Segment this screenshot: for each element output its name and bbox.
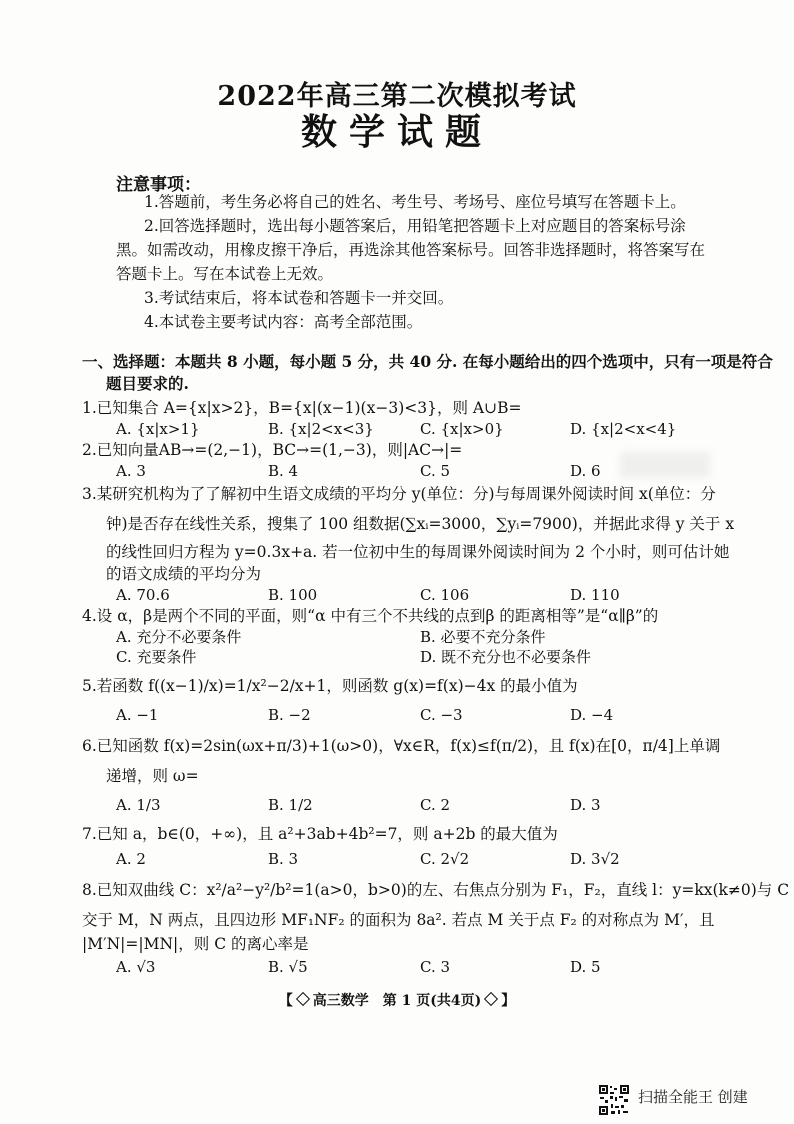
question-8: 8.已知双曲线 C：x²/a²−y²/b²=1(a>0，b>0)的左、右焦点分别为 F₁，F₂，直线 l：y=kx(k≠0)与 C [82, 881, 790, 899]
scan-smudge [620, 452, 710, 478]
option-a: A. −1 [116, 706, 159, 724]
question-7: 7.已知 a，b∈(0，+∞)，且 a²+3ab+4b²=7，则 a+2b 的最大值为 [82, 825, 558, 843]
option-d: D. 110 [570, 586, 620, 604]
footer-text: 高三数学 第 1 页(共4页) [312, 993, 482, 1009]
option-d: D. 5 [570, 958, 601, 976]
option-b: B. 3 [268, 850, 299, 868]
option-a: A. 充分不必要条件 [116, 628, 242, 646]
notice-line: 2.回答选择题时，选出每小题答案后，用铅笔把答题卡上对应题目的答案标号涂 [144, 217, 686, 235]
option-c: C. 5 [420, 462, 451, 480]
notice-line: 4.本试卷主要考试内容：高考全部范围。 [144, 313, 423, 331]
option-a: A. 1/3 [116, 796, 161, 814]
question-1: 1.已知集合 A={x|x>2}，B={x|(x−1)(x−3)<3}，则 A∪B= [82, 399, 522, 417]
exam-title: 2022年高三第二次模拟考试 [217, 81, 577, 112]
question-3-line: 的线性回归方程为 y=0.3x+a. 若一位初中生的每周课外阅读时间为 2 个小时，则可估计她 [106, 543, 730, 561]
question-8-line: |M′N|=|MN|，则 C 的离心率是 [82, 935, 309, 953]
question-4: 4.设 α，β是两个不同的平面，则“α 中有三个不共线的点到β 的距离相等”是“α∥β”的 [82, 607, 659, 625]
option-a: A. 70.6 [116, 586, 170, 604]
question-2: 2.已知向量AB→=(2,−1)，BC→=(1,−3)，则|AC→|= [82, 441, 463, 459]
question-3-line: 的语文成绩的平均分为 [106, 565, 262, 583]
option-b: B. {x|2<x<3} [268, 420, 374, 438]
diamond-icon [296, 992, 310, 1006]
option-c: C. −3 [420, 706, 463, 724]
option-a: A. {x|x>1} [116, 420, 200, 438]
notice-line: 黑。如需改动，用橡皮擦干净后，再选涂其他答案标号。回答非选择题时，将答案写在 [116, 241, 706, 259]
option-c: C. 充要条件 [116, 648, 197, 666]
option-b: B. 100 [268, 586, 318, 604]
option-d: D. 6 [570, 462, 601, 480]
option-b: B. 必要不充分条件 [420, 628, 546, 646]
option-b: B. 4 [268, 462, 299, 480]
option-c: C. {x|x>0} [420, 420, 504, 438]
option-a: A. 2 [116, 850, 146, 868]
option-b: B. 1/2 [268, 796, 313, 814]
option-d: D. 既不充分也不必要条件 [420, 648, 592, 666]
diamond-icon [484, 992, 498, 1006]
option-b: B. −2 [268, 706, 311, 724]
option-c: C. 2√2 [420, 850, 470, 868]
qr-code-icon [598, 1084, 630, 1116]
option-d: D. 3 [570, 796, 601, 814]
page-footer: 【 高三数学 第 1 页(共4页) 】 [278, 993, 516, 1009]
option-d: D. −4 [570, 706, 614, 724]
option-a: A. 3 [116, 462, 146, 480]
question-8-line: 交于 M，N 两点，且四边形 MF₁NF₂ 的面积为 8a². 若点 M 关于点 F₂ 的对称点为 M′，且 [82, 911, 715, 929]
notice-line: 答题卡上。写在本试卷上无效。 [116, 265, 334, 283]
section-heading-cont: 题目要求的. [106, 374, 189, 393]
option-b: B. √5 [268, 958, 308, 976]
scanner-watermark: 扫描全能王 创建 [638, 1088, 748, 1106]
option-d: D. 3√2 [570, 850, 620, 868]
question-3-line: 钟)是否存在线性关系，搜集了 100 组数据(∑xᵢ=3000，∑yᵢ=7900)，并据此求得 y 关于 x [106, 515, 735, 533]
option-d: D. {x|2<x<4} [570, 420, 677, 438]
question-3: 3.某研究机构为了了解初中生语文成绩的平均分 y(单位：分)与每周课外阅读时间 x(单位：分 [82, 485, 716, 503]
option-c: C. 106 [420, 586, 470, 604]
option-c: C. 2 [420, 796, 451, 814]
option-c: C. 3 [420, 958, 451, 976]
notice-line: 3.考试结束后，将本试卷和答题卡一并交回。 [144, 289, 454, 307]
notice-heading: 注意事项： [116, 175, 201, 195]
question-6-line: 递增，则 ω= [106, 767, 199, 785]
question-6: 6.已知函数 f(x)=2sin(ωx+π/3)+1(ω>0)，∀x∈R，f(x)≤f(π/2)，且 f(x)在[0，π/4]上单调 [82, 737, 721, 755]
subject-title: 数学试题 [300, 111, 493, 153]
notice-line: 1.答题前，考生务必将自己的姓名、考生号、考场号、座位号填写在答题卡上。 [144, 193, 686, 211]
question-5: 5.若函数 f((x−1)/x)=1/x²−2/x+1，则函数 g(x)=f(x)−4x 的最小值为 [82, 677, 578, 695]
section-heading: 一、选择题：本题共 8 小题，每小题 5 分，共 40 分. 在每小题给出的四个选项中，只有一项是符合 [82, 352, 773, 371]
option-a: A. √3 [116, 958, 156, 976]
